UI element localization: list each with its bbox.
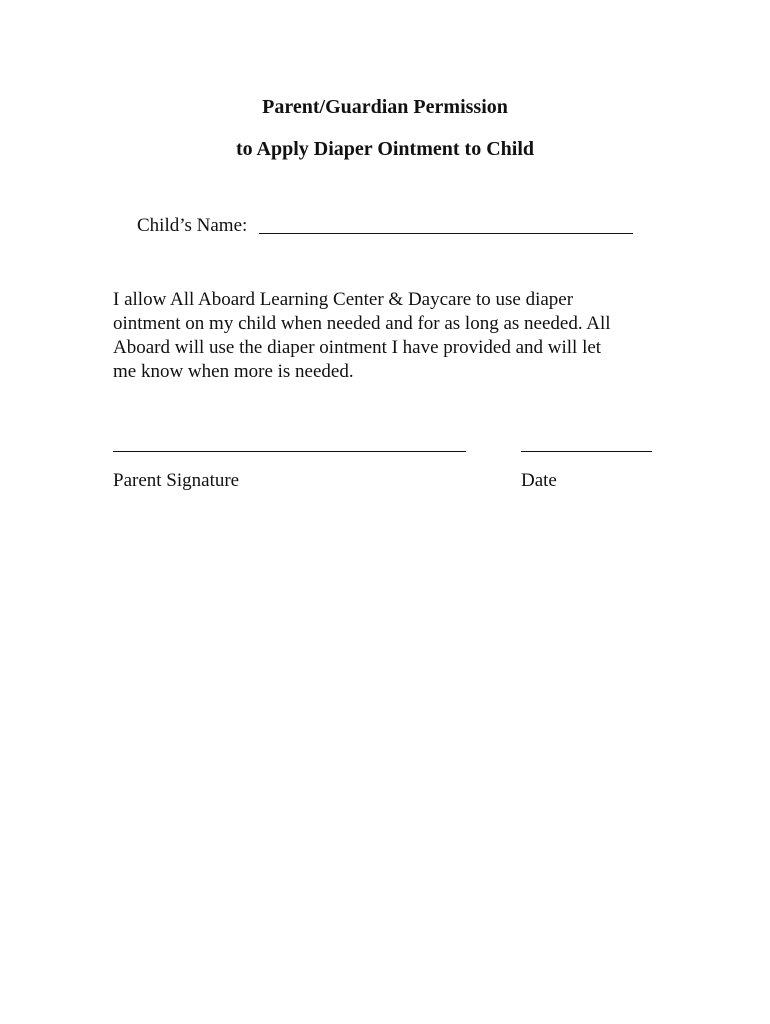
statement-line: Aboard will use the diaper ointment I have provided and will let xyxy=(113,337,602,358)
parent-signature-label: Parent Signature xyxy=(113,470,240,491)
statement-line: me know when more is needed. xyxy=(113,361,354,382)
statement-line: ointment on my child when needed and for as long as needed. All xyxy=(113,313,611,334)
document-subtitle: to Apply Diaper Ointment to Child xyxy=(236,138,534,160)
date-label: Date xyxy=(521,470,557,491)
permission-statement xyxy=(113,288,673,384)
child-name-label: Child’s Name: xyxy=(137,215,248,236)
statement-line: I allow All Aboard Learning Center & Daycare to use diaper xyxy=(113,289,574,310)
child-name-field-line[interactable] xyxy=(259,233,633,234)
date-field-line[interactable] xyxy=(521,451,652,452)
document-title: Parent/Guardian Permission xyxy=(262,96,508,118)
parent-signature-line[interactable] xyxy=(113,451,466,452)
